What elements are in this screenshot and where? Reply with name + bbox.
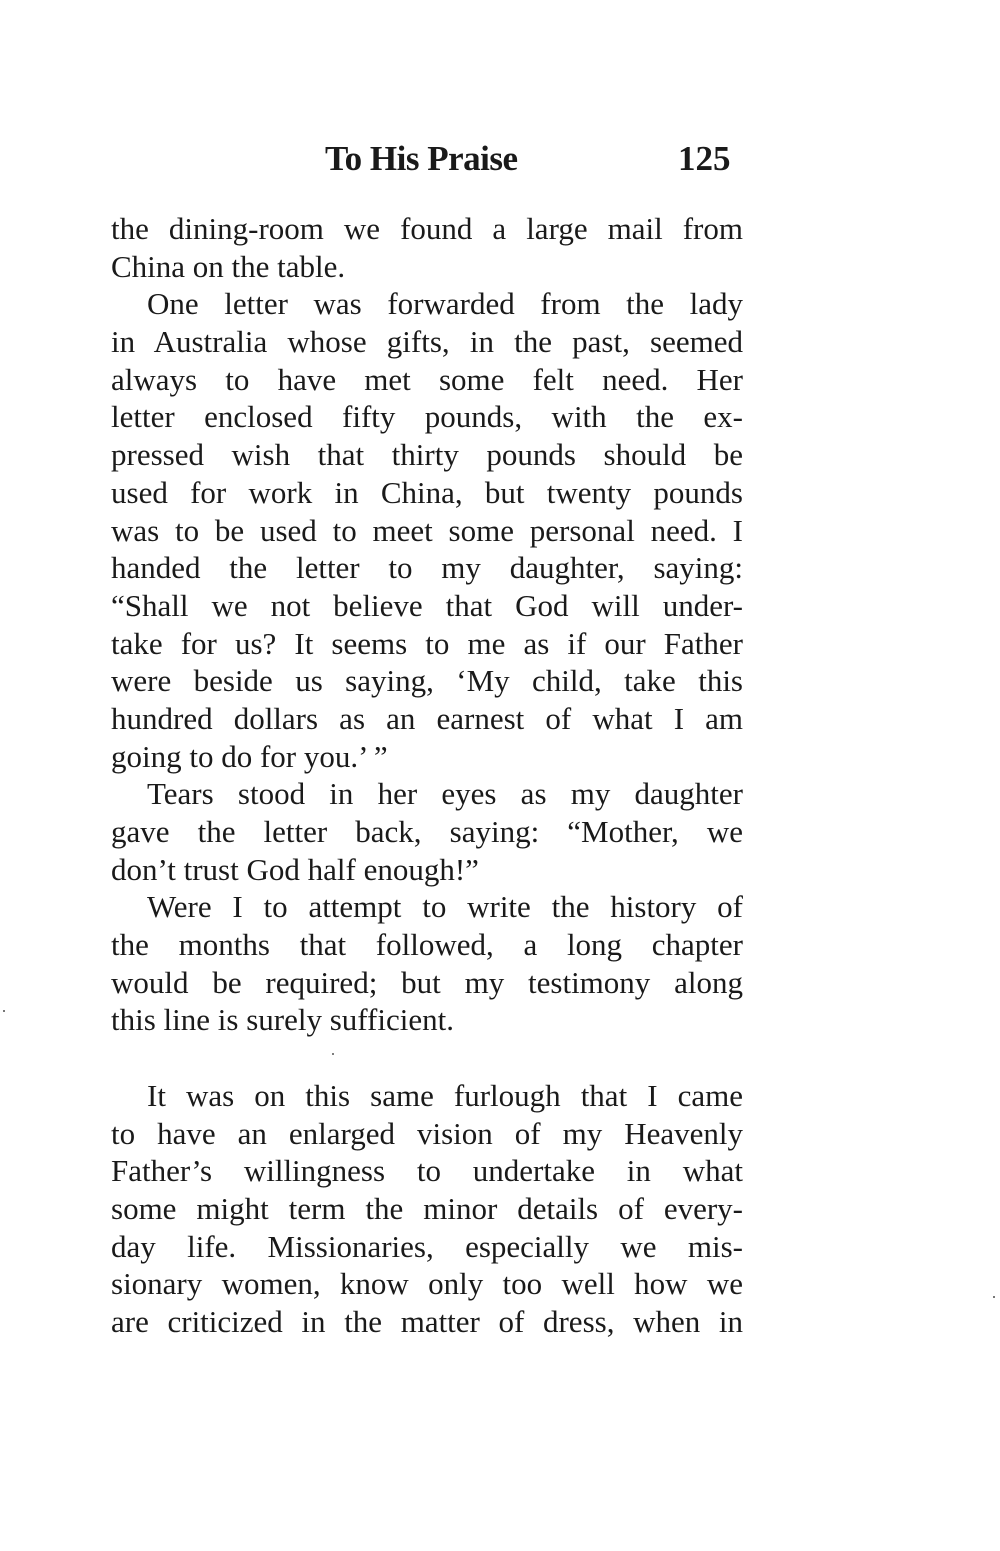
text-line: always to have met some felt need. Her (111, 361, 743, 397)
text-line: were beside us saying, ‘My child, take this (111, 663, 743, 699)
scan-speck (3, 1010, 5, 1012)
text-line: the dining-room we found a large mail from (111, 211, 743, 246)
text-line: It was on this same furlough that I came (147, 1077, 743, 1113)
text-line: China on the table. (111, 248, 346, 284)
text-line: going to do for you.’ ” (111, 738, 388, 774)
running-head (0, 136, 1000, 186)
text-line: letter enclosed fifty pounds, with the ex- (111, 399, 743, 435)
text-line: hundred dollars as an earnest of what I am (111, 700, 743, 736)
text-line: some might term the minor details of every- (111, 1190, 743, 1226)
text-line: “Shall we not believe that God will under- (111, 587, 743, 623)
text-line: are criticized in the matter of dress, when in (111, 1303, 743, 1339)
text-line: would be required; but my testimony along (111, 964, 743, 1000)
page-number: 125 (678, 139, 731, 178)
scan-speck (993, 1296, 995, 1298)
running-head-title: To His Praise (325, 139, 518, 178)
text-line: pressed wish that thirty pounds should be (111, 437, 743, 473)
text-line: day life. Missionaries, especially we mis- (111, 1228, 743, 1264)
text-line: Father’s willingness to undertake in what (111, 1153, 743, 1189)
text-line: to have an enlarged vision of my Heavenly (111, 1115, 743, 1151)
text-line: handed the letter to my daughter, saying: (111, 550, 743, 586)
text-line: Tears stood in her eyes as my daughter (147, 776, 743, 812)
text-line: was to be used to meet some personal need. I (111, 512, 743, 548)
section-break-mark (332, 1053, 334, 1055)
text-line: the months that followed, a long chapter (111, 927, 743, 963)
text-line: used for work in China, but twenty pounds (111, 474, 743, 510)
section-break (111, 1039, 743, 1077)
text-line: in Australia whose gifts, in the past, seemed (111, 324, 743, 360)
text-line: One letter was forwarded from the lady (147, 286, 743, 322)
text-line: Were I to attempt to write the history of (147, 889, 743, 925)
text-line: don’t trust God half enough!” (111, 851, 479, 887)
text-line: this line is surely sufficient. (111, 1002, 454, 1038)
body-text (111, 210, 743, 1341)
text-line: sionary women, know only too well how we (111, 1266, 743, 1302)
text-line: gave the letter back, saying: “Mother, we (111, 814, 743, 849)
text-line: take for us? It seems to me as if our Father (111, 625, 743, 661)
